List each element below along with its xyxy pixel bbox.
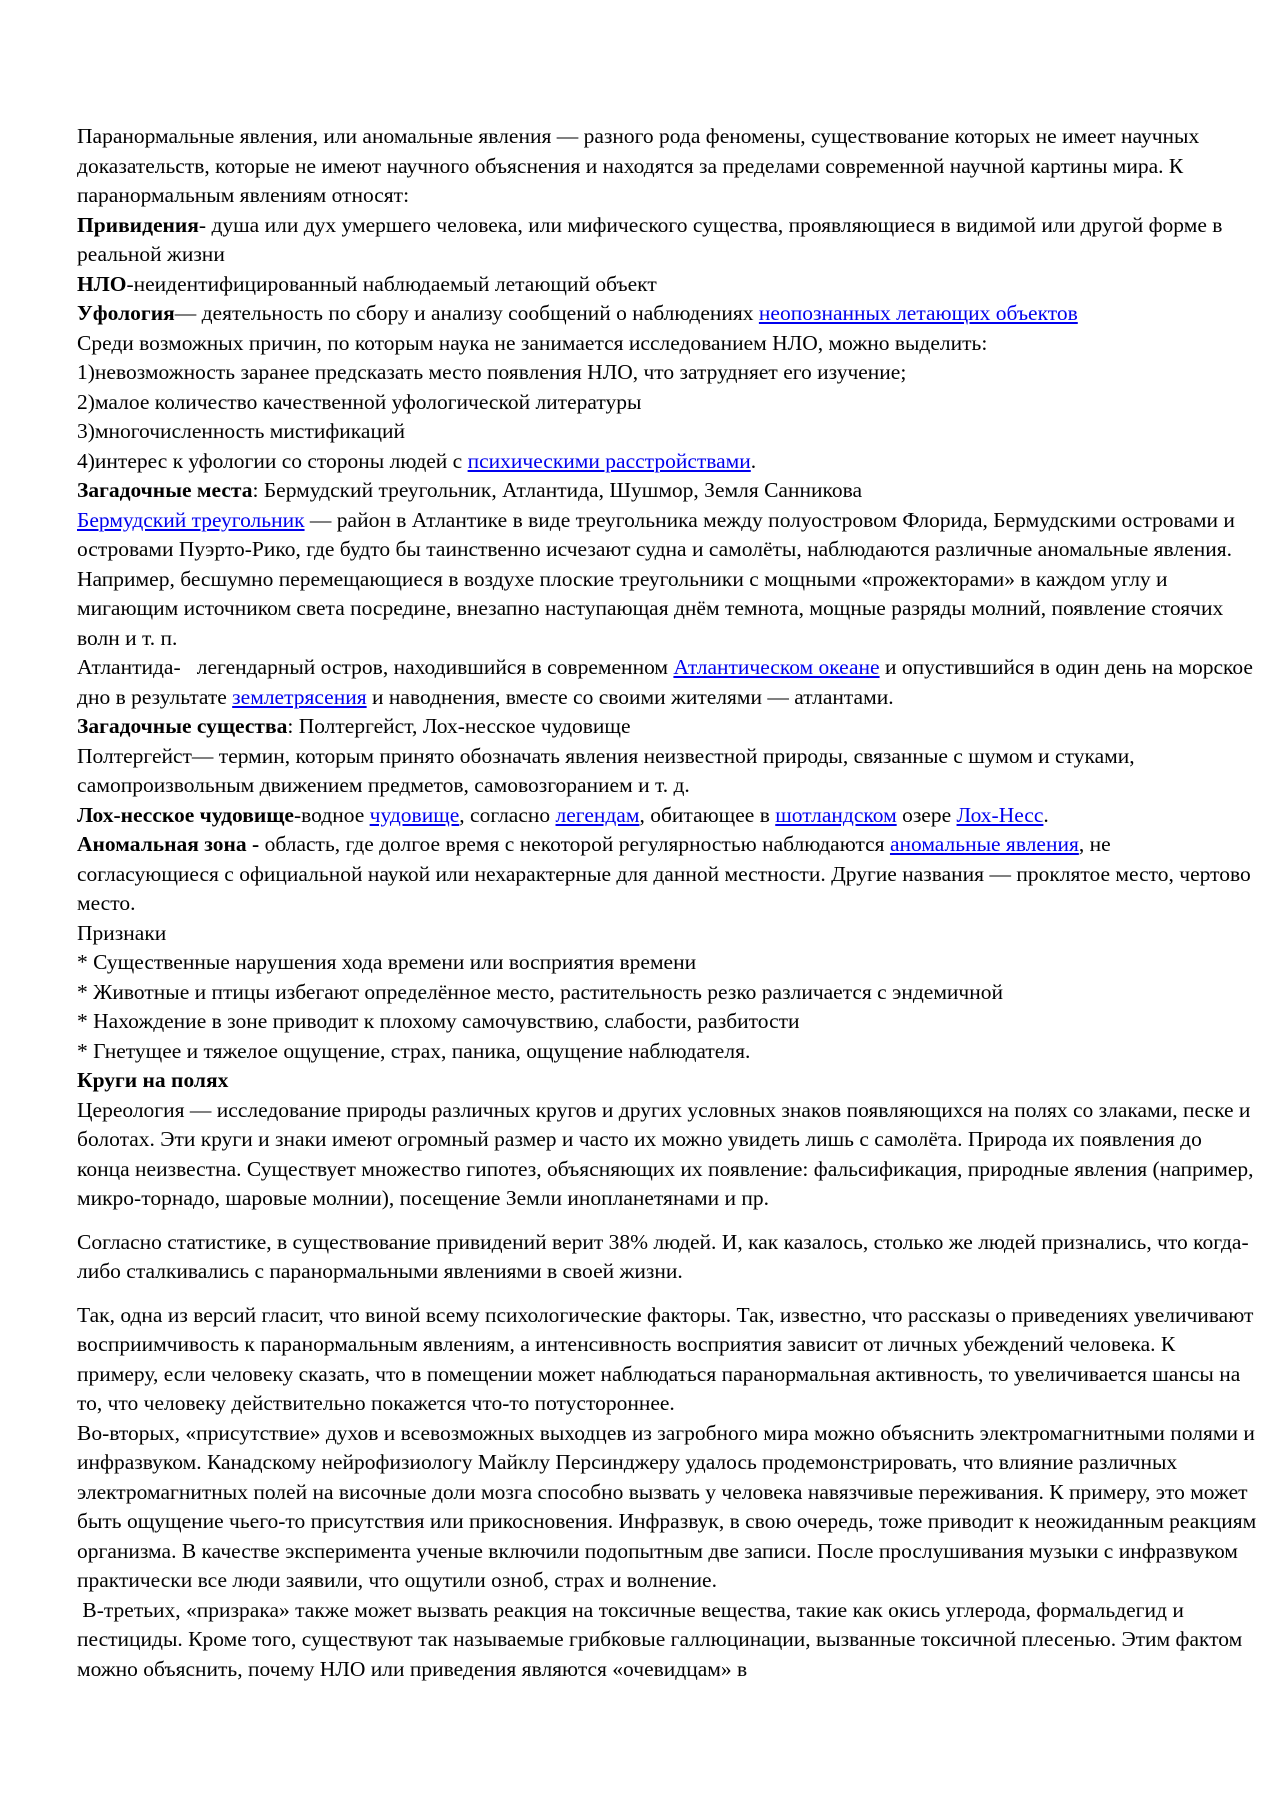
sign-item: * Животные и птицы избегают определённое место, растительность резко различается с эндемичной — [77, 979, 1004, 1004]
nessie-term: Лох-несское чудовище — [77, 802, 294, 827]
places-term: Загадочные места — [77, 478, 253, 502]
reasons-intro: Среди возможных причин, по которым наука не занимается исследованием НЛО, можно выделить: — [77, 330, 988, 355]
version-two-paragraph: Во-вторых, «присутствие» духов и всевозможных выходцев из загробного мира можно объяснить электромагнитными полями и инфразвуком. Канадскому нейрофизиологу Майклу Персинджеру удалось продемонстрировать, что влияние различных электромагнитных полей на височные доли мозга способно вызвать у человека навязчивые переживания. К примеру, это может быть ощущение чьего-то присутствия или прикосновения. Инфразвук, в свою очередь, тоже приводит к неожиданным реакциям организма. В качестве эксперимента ученые включили подопытным две записи. После прослушивания музыки с инфразвуком практически все люди заявили, что ощутили озноб, страх и волнение. — [77, 1420, 1257, 1592]
reason-item: 3)многочисленность мистификаций — [77, 419, 405, 443]
places-heading: Загадочные места: Бермудский треугольник, Атлантида, Шушмор, Земля Санникова — [77, 478, 863, 502]
mental-disorders-link[interactable]: психическими расстройствами — [467, 448, 751, 473]
ufology-definition: Уфология— деятельность по сбору и анализу сообщений о наблюдениях неопознанных летающих объектов — [77, 301, 1078, 325]
ufo-link[interactable]: неопознанных летающих объектов — [758, 301, 1078, 325]
earthquake-link[interactable]: землетрясения — [232, 684, 367, 709]
document-body — [77, 122, 1257, 1684]
anomalous-phenomena-link[interactable]: аномальные явления — [889, 832, 1079, 856]
ghosts-term: Привидения — [77, 212, 199, 237]
legends-link[interactable]: легендам — [555, 802, 640, 827]
intro-paragraph: Паранормальные явления, или аномальные явления — разного рода феномены, существование которых не имеет научных доказательств, которые не имеют научного объяснения и находятся за пределами современной научной картины мира. К паранормальным явлениям относят: — [77, 124, 1200, 207]
zone-term: Аномальная зона - — [77, 832, 260, 856]
monster-link[interactable]: чудовище — [369, 802, 460, 827]
atlantis-paragraph: Атлантида- легендарный остров, находившийся в современном Атлантическом океане и опустившийся в один день на морское дно в результате землетрясения и наводнения, вместе со своими жителями — атлантами. — [77, 655, 1253, 709]
ufo-definition: НЛО-неидентифицированный наблюдаемый летающий объект — [77, 271, 657, 296]
reason-item: 1)невозможность заранее предсказать место появления НЛО, что затрудняет его изучение; — [77, 360, 907, 384]
anomalous-zone-paragraph: Аномальная зона - область, где долгое время с некоторой регулярностью наблюдаются аномальные явления, не согласующиеся с официальной наукой или нехарактерные для данной местности. Другие названия — проклятое место, чертово место. — [77, 832, 1251, 915]
reason-item: 2)малое количество качественной уфологической литературы — [77, 389, 642, 414]
loch-ness-link[interactable]: Лох-Несс — [956, 802, 1044, 827]
sign-item: * Гнетущее и тяжелое ощущение, страх, паника, ощущение наблюдателя. — [77, 1038, 751, 1063]
bermuda-link[interactable]: Бермудский треугольник — [77, 507, 305, 532]
reason-item: 4)интерес к уфологии со стороны людей с психическими расстройствами. — [77, 448, 757, 473]
signs-title: Признаки — [77, 920, 167, 945]
circles-paragraph: Цереология — исследование природы различных кругов и других условных знаков появляющихся на полях со злаками, песке и болотах. Эти круги и знаки имеют огромный размер и часто их можно увидеть лишь с самолёта. Природа их появления до конца неизвестна. Существует множество гипотез, объясняющих их появление: фальсификация, природные явления (например, микро-торнадо, шаровые молнии), посещение Земли инопланетянами и пр. — [77, 1097, 1254, 1210]
circles-title: Круги на полях — [77, 1068, 229, 1092]
version-three-paragraph: В-третьих, «призрака» также может вызвать реакция на токсичные вещества, такие как окись углерода, формальдегид и пестициды. Кроме того, существуют так называемые грибковые галлюцинации, вызванные токсичной плесенью. Этим фактом можно объяснить, почему НЛО или приведения являются «очевидцам» в — [77, 1597, 1248, 1681]
ghosts-definition: Привидения- душа или дух умершего человека, или мифического существа, проявляющиеся в видимой или другой форме в реальной жизни — [77, 212, 1223, 266]
creatures-heading: Загадочные существа: Полтергейст, Лох-несское чудовище — [77, 714, 631, 738]
scottish-link[interactable]: шотландском — [775, 802, 897, 827]
poltergeist-paragraph: Полтергейст— термин, которым принято обозначать явления неизвестной природы, связанные с шумом и стуками, самопроизвольным движением предметов, самовозгоранием и т. д. — [77, 743, 1135, 797]
sign-item: * Нахождение в зоне приводит к плохому самочувствию, слабости, разбитости — [77, 1009, 800, 1033]
atlantic-ocean-link[interactable]: Атлантическом океане — [673, 655, 880, 679]
nessie-paragraph: Лох-несское чудовище-водное чудовище, согласно легендам, обитающее в шотландском озере Лох-Несс. — [77, 802, 1049, 827]
creatures-term: Загадочные существа — [77, 714, 288, 738]
ufology-term: Уфология — [77, 301, 175, 325]
statistics-paragraph: Согласно статистике, в существование привидений верит 38% людей. И, как казалось, столько же людей признались, что когда-либо сталкивались с паранормальными явлениями в своей жизни. — [77, 1229, 1249, 1283]
bermuda-paragraph: Бермудский треугольник — район в Атлантике в виде треугольника между полуостровом Флорида, Бермудскими островами и островами Пуэрто-Рико, где будто бы таинственно исчезают судна и самолёты, наблюдаются различные аномальные явления. Например, бесшумно перемещающиеся в воздухе плоские треугольники с мощными «прожекторами» в каждом углу и мигающим источником света посредине, внезапно наступающая днём темнота, мощные разряды молний, появление стоячих волн и т. п. — [77, 507, 1235, 650]
version-one-paragraph: Так, одна из версий гласит, что виной всему психологические факторы. Так, известно, что рассказы о приведениях увеличивают восприимчивость к паранормальным явлениям, а интенсивность восприятия зависит от личных убеждений человека. К примеру, если человеку сказать, что в помещении может наблюдаться паранормальная активность, то увеличивается шансы на то, что человеку действительно покажется что-то потустороннее. — [77, 1302, 1254, 1415]
sign-item: * Существенные нарушения хода времени или восприятия времени — [77, 950, 697, 974]
ufo-term: НЛО — [77, 271, 127, 296]
